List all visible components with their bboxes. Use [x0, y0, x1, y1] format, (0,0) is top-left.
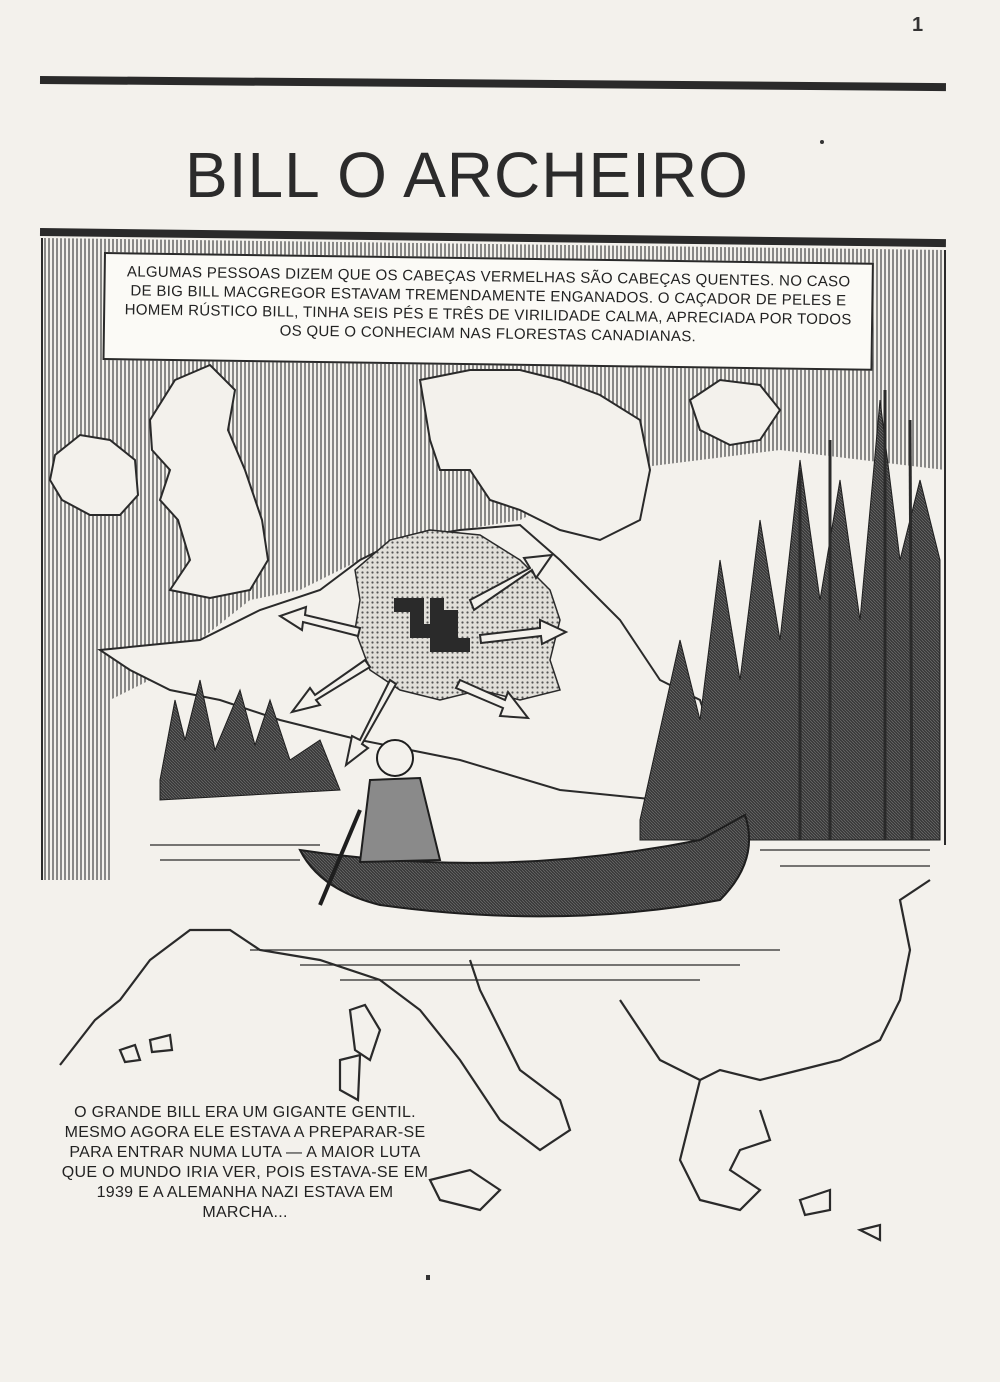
intro-caption-box: ALGUMAS PESSOAS DIZEM QUE OS CABEÇAS VERMELHAS SÃO CABEÇAS QUENTES. NO CASO DE BIG BILL MACGREGOR ESTAVAM TREMENDAMENTE ENGANADOS. O CAÇADOR DE PELES E HOMEM RÚSTICO BILL, TINHA SEIS PÉS E TRÊS DE VIRILIDADE CALMA, APRECIADA POR TODOS OS QUE O CONHECIAM NAS FLORESTAS CANADIANAS.	[102, 252, 873, 371]
closing-caption: O GRANDE BILL ERA UM GIGANTE GENTIL. MESMO AGORA ELE ESTAVA A PREPARAR-SE PARA ENTRAR NUMA LUTA — A MAIOR LUTA QUE O MUNDO IRIA VER, POIS ESTAVA-SE EM 1939 E A ALEMANHA NAZI ESTAVA EM MARCHA...	[61, 1104, 429, 1221]
story-title: BILL O ARCHEIRO	[185, 139, 749, 211]
page-number: 1	[912, 14, 924, 36]
ink-speck	[426, 1275, 430, 1280]
